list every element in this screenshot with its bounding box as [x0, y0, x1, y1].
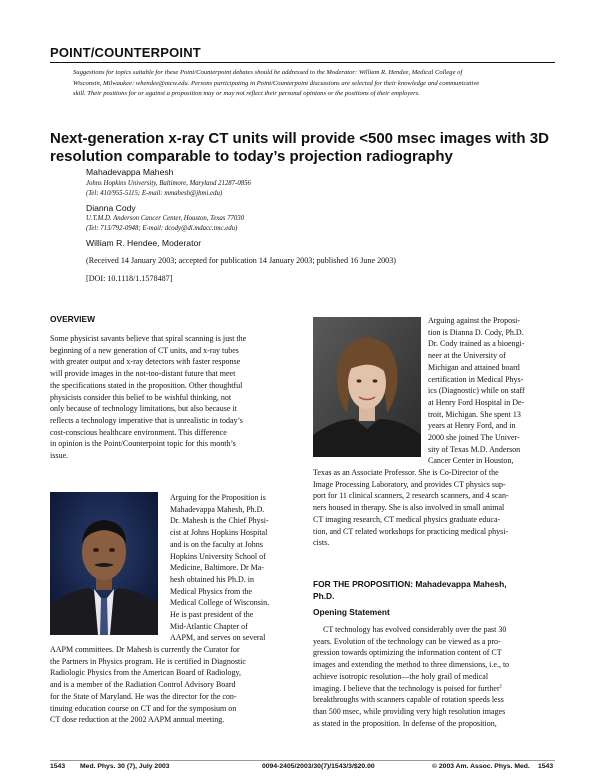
section-title: POINT/COUNTERPOINT [50, 45, 201, 60]
text-line: port for 11 clinical scanners, 2 research scanners, and 4 scan- [313, 491, 509, 501]
text-line: achieve isotropic resolution—the holy grail of medical [313, 671, 489, 681]
text-line: images and extending the method to three dimensions, i.e., to [313, 660, 510, 670]
publication-history: (Received 14 January 2003; accepted for publication 14 January 2003; published 16 June 2003) [86, 256, 396, 265]
text-line: ners housed in therapy. She is also involved in small animal [313, 503, 505, 513]
article-title-line: resolution comparable to today’s projection radiography [50, 147, 453, 165]
opening-statement-text [313, 624, 554, 729]
text-line: the Partners in Physics program. He is certified in Diagnostic [50, 656, 246, 666]
text-line: as stated in the proposition. In defense of the proposition, [313, 718, 497, 728]
text-line: cist at Johns Hopkins Hospital [170, 528, 268, 538]
text-line: Hopkins University School of [170, 551, 266, 561]
text-line: the specifications stated in the proposition. Other thoughtful [50, 380, 243, 390]
text-line: Some physicist savants believe that spiral scanning is just the [50, 334, 247, 343]
text-line: Mid-Atlantic Chapter of [170, 621, 248, 631]
text-line: 2000 she joined The Univer- [428, 433, 520, 443]
author-name: Mahadevappa Mahesh [86, 167, 174, 177]
heading-line: Ph.D. [313, 591, 335, 601]
footnote-marker: 1 [499, 683, 503, 689]
copyright: © 2003 Am. Assoc. Phys. Med. [432, 763, 530, 770]
cody-bio-continued [313, 467, 554, 549]
author-affiliation: Johns Hopkins University, Baltimore, Maryland 21287-0856 [86, 180, 251, 187]
text-line: only because of technology limitations, but also because it [50, 404, 237, 414]
text-line: Arguing against the Proposi- [428, 316, 521, 325]
text-line: physicists consider this belief to be wishful thinking, not [50, 392, 232, 402]
text-line: and is on the faculty at Johns [170, 539, 263, 549]
text-line: years. Evolution of the technology can be viewed as a pro- [313, 636, 501, 646]
text-line: gression towards optimizing the information content of CT [313, 648, 502, 658]
overview-text [50, 333, 293, 462]
for-proposition-heading [313, 578, 554, 602]
journal-code: 0094-2405/2003/30(7)/1543/3/$20.00 [262, 763, 375, 770]
text-line: Image Processing Laboratory, and provides CT physics sup- [313, 479, 506, 489]
text-line: tinuing education course on CT and for the symposium on [50, 703, 237, 713]
doi: [DOI: 10.1118/1.1578487] [86, 274, 173, 283]
text-line: CT imaging research, CT medical physics graduate educa- [313, 514, 501, 524]
text-line: ics (Diagnostic) while on staff [428, 386, 525, 396]
text-line: breakthroughs with scanners capable of rotation speeds less [313, 695, 504, 705]
text-line: than 500 msec, while providing very high resolution images [313, 706, 506, 716]
text-fragment: imaging. I believe that the technology is poised for further [313, 683, 500, 693]
journal-citation: Med. Phys. 30 (7), July 2003 [80, 763, 170, 770]
article-title [50, 130, 555, 165]
text-line: beginning of a new generation of CT units, and x-ray tubes [50, 345, 239, 355]
author-contact: (Tel: 410/955-5115; E-mail: mmahesh@jhmi.edu) [86, 190, 223, 197]
text-line [313, 683, 554, 695]
author-name: Dianna Cody [86, 203, 136, 213]
text-line: will provide images in the not-too-distant future that meet [50, 369, 236, 379]
text-line: hesh obtained his Ph.D. in [170, 574, 254, 584]
moderator-name: William R. Hendee, Moderator [86, 238, 202, 248]
text-line: reflects a technology imperative that is unrealistic in today’s [50, 415, 243, 425]
text-line: cost-conscious healthcare environment. This difference [50, 427, 227, 437]
text-line: AAPM, and serves on several [170, 633, 266, 643]
text-line: for the State of Maryland. He was the director for the con- [50, 691, 237, 701]
text-line: Michigan and attained board [428, 362, 520, 372]
text-line: sity of Texas M.D. Anderson [428, 444, 521, 454]
text-line: tion, and CT related workshops for practicing medical physi- [313, 526, 509, 536]
text-line: Dr. Mahesh is the Chief Physi- [170, 516, 269, 526]
article-title-line: Next-generation x-ray CT units will provide <500 msec images with 3D [50, 130, 549, 147]
text-line: Cancer Center in Houston, [428, 456, 514, 466]
mahesh-bio-continued [50, 644, 293, 726]
text-line: at Henry Ford Hospital in De- [428, 397, 525, 407]
footer-divider [50, 760, 555, 761]
text-line: and is a member of the Radiation Control Advisory Board [50, 680, 236, 690]
text-line: certification in Medical Phys- [428, 374, 524, 384]
heading-line: FOR THE PROPOSITION: Mahadevappa Mahesh, [313, 579, 507, 589]
text-line: troit, Michigan. She spent 13 [428, 409, 521, 419]
text-line: in opinion is the Point/Counterpoint topic for this month’s [50, 439, 236, 449]
mahesh-bio-beside-photo [170, 492, 293, 644]
overview-heading: OVERVIEW [50, 314, 95, 324]
text-line: years at Henry Ford, and in [428, 421, 516, 431]
author-affiliation: U.T.M.D. Anderson Cancer Center, Houston, Texas 77030 [86, 215, 245, 222]
text-line: He is past president of the [170, 610, 254, 620]
text-line: cists. [313, 538, 330, 548]
page-number-left: 1543 [50, 763, 66, 770]
text-line: AAPM committees. Dr Mahesh is currently the Curator for [50, 645, 240, 654]
text-line: Medicine, Baltimore. Dr Ma- [170, 563, 264, 573]
section-divider [50, 62, 555, 63]
text-line: Mahadevappa Mahesh, Ph.D. [170, 504, 265, 514]
text-line: Dr. Cody trained as a bioengi- [428, 339, 525, 349]
page-number-right: 1543 [538, 763, 554, 770]
text-line: Medical Physics from the [170, 586, 252, 596]
author-contact: (Tel: 713/792-0948; E-mail: dcody@di.mdacc.tmc.edu) [86, 225, 238, 232]
text-line: CT technology has evolved considerably over the past 30 [323, 625, 507, 634]
mahesh-portrait-photo [50, 492, 158, 635]
text-line: with greater output and x-ray detectors with faster response [50, 357, 241, 367]
text-line: CT dose reduction at the 2002 AAPM annual meeting. [50, 715, 225, 725]
text-line: neer at the University of [428, 351, 506, 361]
text-line: issue. [50, 451, 68, 461]
cody-portrait-photo [313, 317, 421, 457]
intro-note: Suggestions for topics suitable for these Point/Counterpoint debates should be addressed to the Moderator: William R. Hendee, Medical College of Wisconsin, Milwaukee: whendee@mcw.edu. Persons participating in Point/Counterpoint discussions are selected for their knowledge and communicative skill. Their positions for or against a proposition may or may not reflect their personal opinions or the positions of their employers. [73, 69, 480, 98]
text-line: Arguing for the Proposition is [170, 493, 266, 502]
opening-statement-subheading: Opening Statement [313, 607, 390, 617]
text-line: Medical College of Wisconsin. [170, 598, 270, 608]
cody-bio-beside-photo [428, 315, 554, 467]
text-line: tion is Dianna D. Cody, Ph.D. [428, 327, 524, 337]
text-line: Radiologic Physics from the American Board of Radiology, [50, 668, 242, 678]
text-line: Texas as an Associate Professor. She is Co-Director of the [313, 468, 499, 477]
